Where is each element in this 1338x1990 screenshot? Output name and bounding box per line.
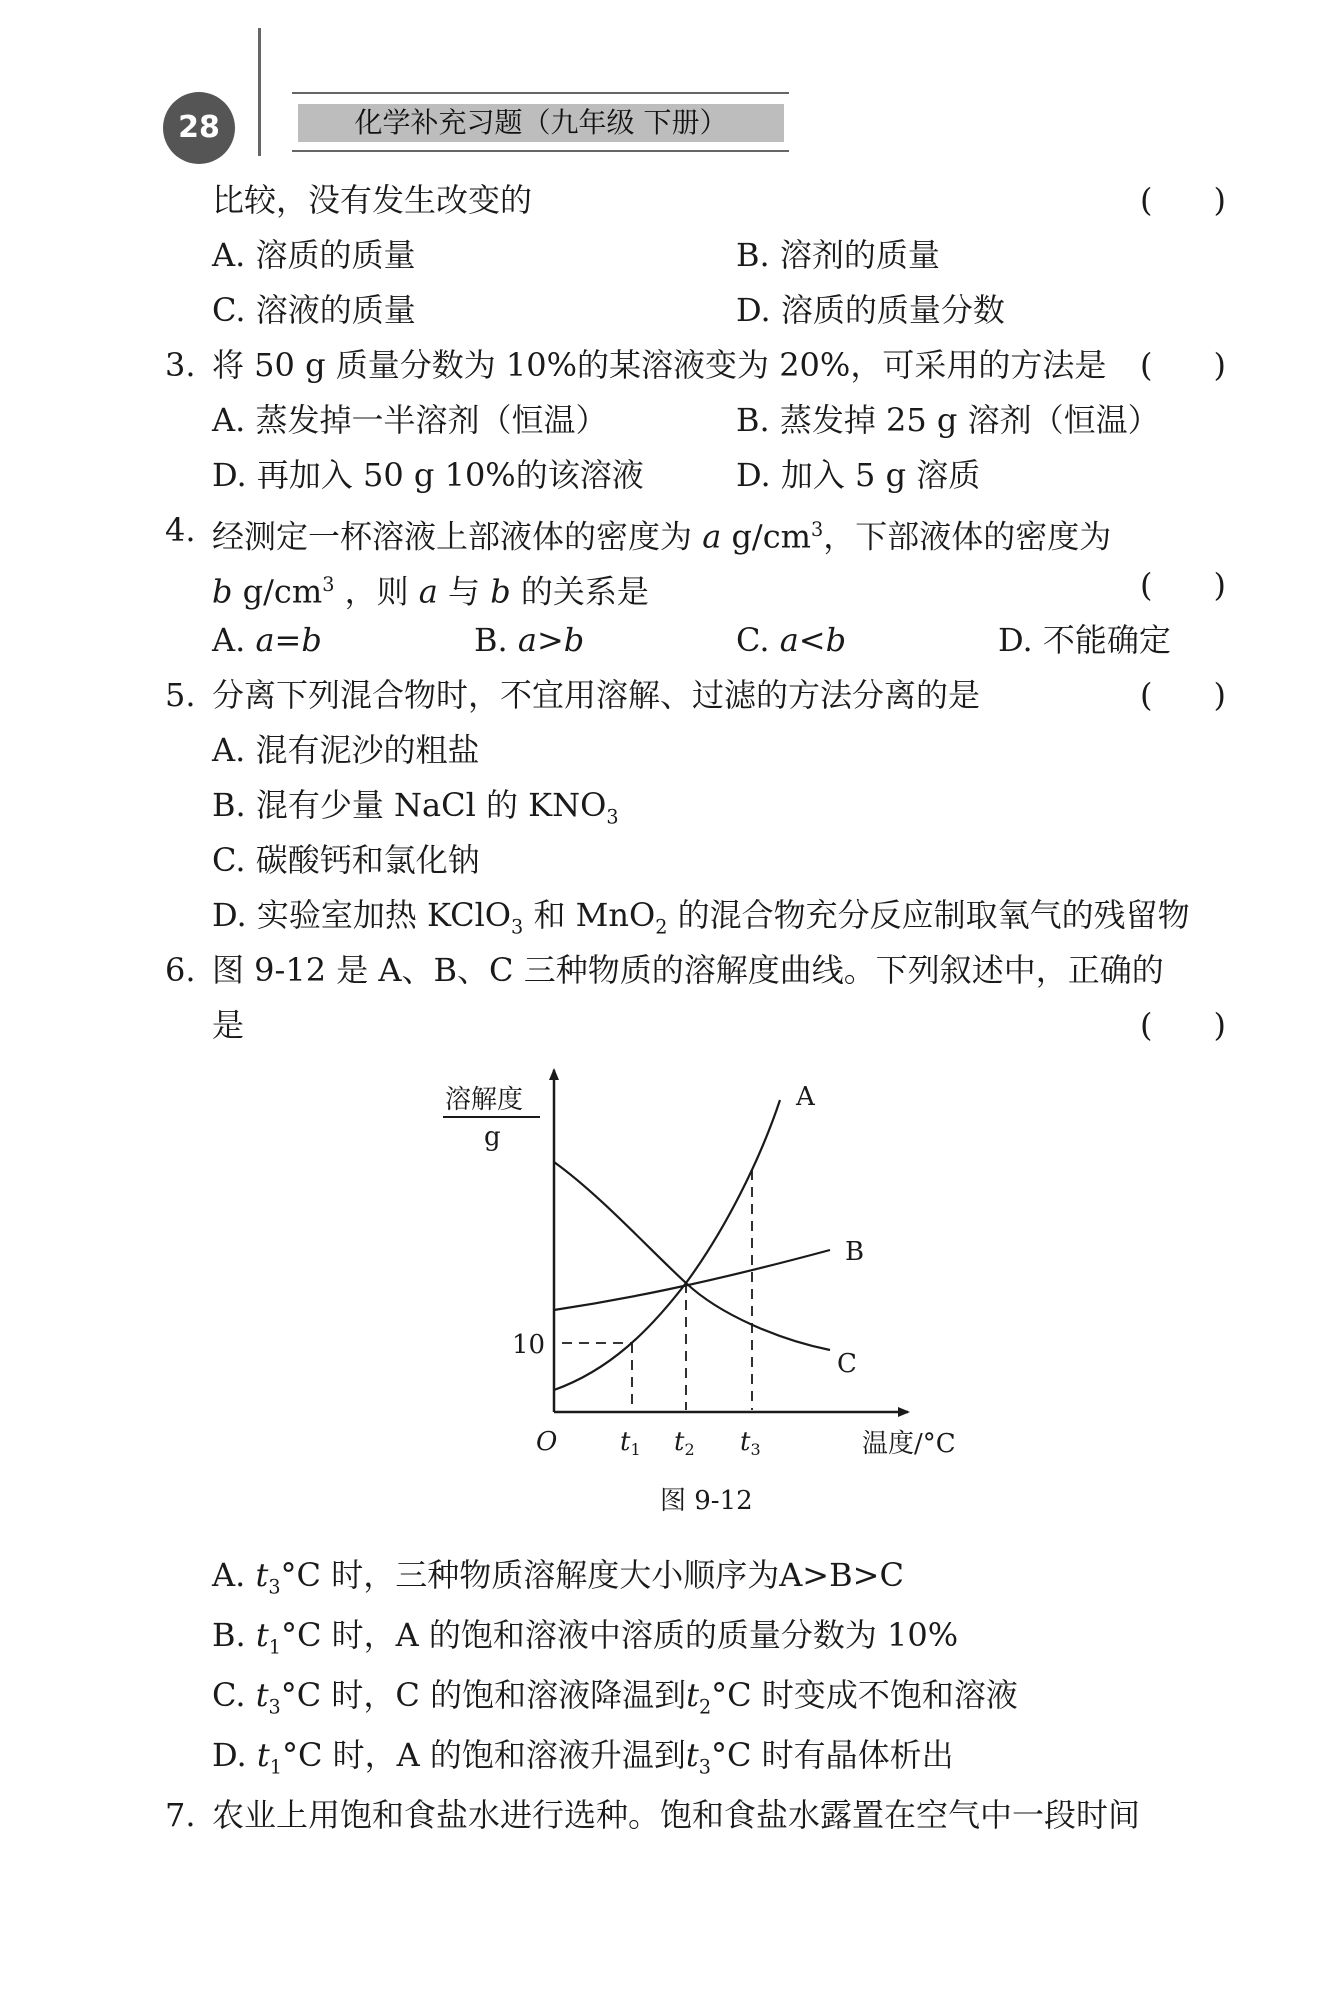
q4-var-a: a	[702, 517, 722, 556]
q5-answer-paren: ( )	[1140, 676, 1226, 714]
q4-stem-text-5: 的关系是	[520, 572, 649, 611]
q3-stem: 将 50 g 质量分数为 10%的某溶液变为 20%，可采用的方法是	[212, 346, 1107, 384]
figure-caption: 图 9-12	[660, 1486, 753, 1516]
q2-answer-paren: ( )	[1140, 181, 1226, 219]
q3-number: 3.	[165, 346, 196, 384]
xlabel: 温度/°C	[862, 1429, 956, 1459]
x-tick-t2: t2	[674, 1427, 695, 1459]
q6-option-c-text-1: °C 时，C 的饱和溶液降温到	[280, 1676, 687, 1714]
series-c-curve	[554, 1162, 830, 1350]
q6-option-b	[212, 1615, 958, 1667]
q6-option-c-t2: t	[686, 1676, 699, 1714]
q2-option-d: D. 溶质的质量分数	[736, 291, 1005, 329]
series-b-curve	[554, 1250, 830, 1310]
q6-option-b-label: B.	[212, 1616, 246, 1654]
q7-number: 7.	[165, 1796, 196, 1834]
q3-option-d2: D. 加入 5 g 溶质	[736, 456, 981, 494]
q6-option-d-sub2: 3	[698, 1755, 711, 1779]
q6-option-c-label: C.	[212, 1676, 246, 1714]
q6-option-a-t: t	[255, 1556, 269, 1594]
q4-var-b-2: b	[490, 572, 511, 611]
q6-option-c-t: t	[255, 1676, 269, 1714]
y-tick-10: 10	[512, 1330, 546, 1360]
q6-stem-line2: 是	[212, 1006, 245, 1044]
q6-option-d-label: D.	[212, 1736, 247, 1774]
q5-option-a: A. 混有泥沙的粗盐	[212, 731, 480, 769]
q4-stem-text: 经测定一杯溶液上部液体的密度为	[212, 517, 693, 556]
q5-option-b-sub: 3	[606, 805, 619, 829]
series-b-label: B	[845, 1237, 865, 1267]
q5-option-d-sub-1: 3	[511, 915, 524, 939]
x-tick-t3: t3	[740, 1427, 761, 1459]
q5-option-d-text-1: D. 实验室加热 KClO	[212, 896, 512, 934]
q6-option-d-text-1: °C 时，A 的饱和溶液升温到	[281, 1736, 686, 1774]
q4-option-d: D. 不能确定	[998, 621, 1171, 659]
q5-stem: 分离下列混合物时，不宜用溶解、过滤的方法分离的是	[212, 676, 981, 714]
q4-unit-2: g/cm	[242, 572, 323, 611]
q6-option-d-t: t	[256, 1736, 270, 1774]
q4-stem-text-4: 与	[448, 572, 481, 611]
q6-option-c-sub: 3	[268, 1695, 281, 1719]
q4-stem-text-2: ，下部液体的密度为	[823, 517, 1112, 556]
q6-stem-line1: 图 9-12 是 A、B、C 三种物质的溶解度曲线。下列叙述中，正确的	[212, 951, 1164, 989]
q4-unit-exp: 3	[810, 518, 824, 541]
series-c-label: C	[837, 1349, 857, 1379]
ylabel-unit: g	[484, 1122, 501, 1152]
q6-option-c-text-2: °C 时变成不饱和溶液	[711, 1676, 1018, 1714]
q6-option-d-text-2: °C 时有晶体析出	[710, 1736, 954, 1774]
q4-unit: g/cm	[731, 517, 811, 556]
series-a-label: A	[796, 1082, 815, 1112]
q2-stem-continued: 比较，没有发生改变的	[212, 181, 533, 219]
q6-option-a	[212, 1555, 904, 1607]
q4-answer-paren: ( )	[1140, 566, 1226, 604]
q6-option-b-sub: 1	[268, 1635, 281, 1659]
q4-option-a-label: A.	[212, 621, 246, 659]
q4-var-b: b	[212, 572, 233, 611]
q6-number: 6.	[165, 951, 196, 989]
q3-option-b: B. 蒸发掉 25 g 溶剂（恒温）	[736, 401, 1160, 439]
q5-option-d-text-2: 和 MnO	[523, 896, 656, 934]
q6-option-c-sub2: 2	[698, 1695, 712, 1719]
q4-option-a-text: a=b	[255, 621, 322, 659]
q4-option-c-text: a<b	[779, 621, 847, 659]
q3-option-a: A. 蒸发掉一半溶剂（恒温）	[212, 401, 608, 439]
q7-stem: 农业上用饱和食盐水进行选种。饱和食盐水露置在空气中一段时间	[212, 1796, 1141, 1834]
q6-option-d-sub: 1	[269, 1755, 282, 1779]
q5-number: 5.	[165, 676, 196, 714]
q4-number: 4.	[165, 511, 196, 549]
q5-option-d-text-3: 的混合物充分反应制取氧气的残留物	[667, 896, 1190, 934]
origin-label: O	[536, 1427, 558, 1457]
q6-option-d-t2: t	[685, 1736, 699, 1774]
q6-option-d	[212, 1735, 954, 1787]
q6-answer-paren: ( )	[1140, 1006, 1226, 1044]
series-a-curve	[554, 1100, 780, 1390]
q4-unit-exp-2: 3	[322, 573, 335, 596]
q6-option-a-text: °C 时，三种物质溶解度大小顺序为A>B>C	[280, 1556, 904, 1594]
x-tick-t1: t1	[620, 1427, 641, 1459]
q4-stem-text-3: ，则	[344, 572, 409, 611]
book-title: 化学补充习题（九年级 下册）	[298, 104, 784, 142]
q6-option-b-t: t	[255, 1616, 269, 1654]
q5-option-b-text: B. 混有少量 NaCl 的 KNO	[212, 786, 607, 824]
q6-option-b-text: °C 时，A 的饱和溶液中溶质的质量分数为 10%	[280, 1616, 959, 1654]
q4-option-c-label: C.	[736, 621, 770, 659]
q6-option-a-sub: 3	[268, 1575, 281, 1599]
q4-var-a-2: a	[418, 572, 438, 611]
q4-option-b-text: a>b	[517, 621, 585, 659]
q2-option-c: C. 溶液的质量	[212, 291, 416, 329]
q5-option-c: C. 碳酸钙和氯化钠	[212, 841, 480, 879]
q4-option-b-label: B.	[474, 621, 508, 659]
q5-option-d-sub-2: 2	[655, 915, 668, 939]
q6-option-c	[212, 1675, 1018, 1727]
q6-option-a-label: A.	[212, 1556, 246, 1594]
q3-answer-paren: ( )	[1140, 346, 1226, 384]
q2-option-a: A. 溶质的质量	[212, 236, 416, 274]
q2-option-b: B. 溶剂的质量	[736, 236, 940, 274]
page-number: 28	[163, 92, 235, 164]
q3-option-d1: D. 再加入 50 g 10%的该溶液	[212, 456, 644, 494]
ylabel-top: 溶解度	[445, 1085, 524, 1115]
